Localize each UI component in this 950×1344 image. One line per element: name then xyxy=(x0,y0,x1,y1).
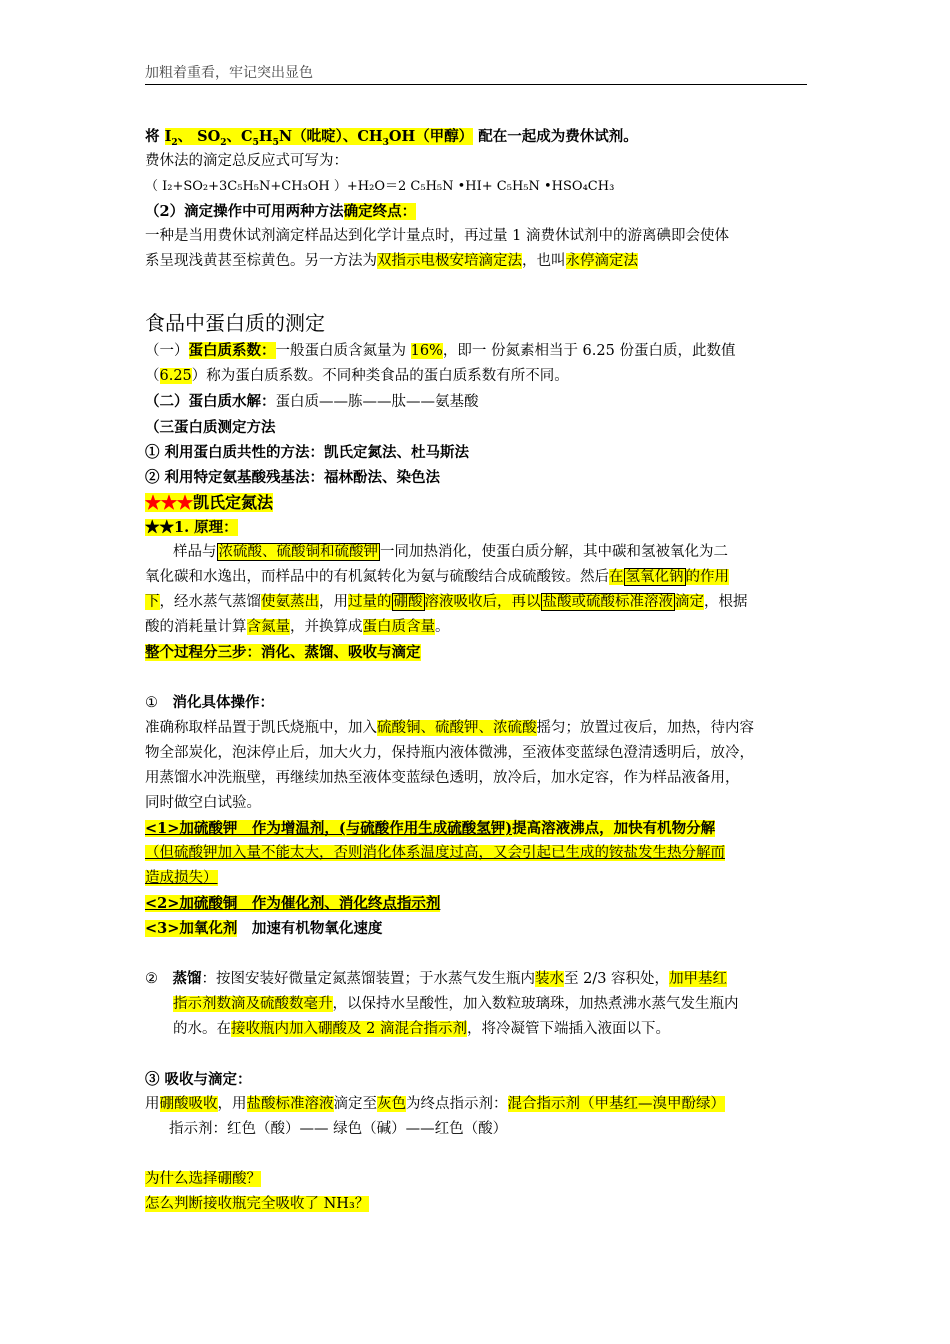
highlight: 整个过程分三步：消化、蒸馏、吸收与滴定 xyxy=(145,644,421,661)
highlight: 灰色 xyxy=(377,1096,406,1112)
text-span: 配在一起成为费休试剂。 xyxy=(473,128,638,145)
text-span: 为终点指示剂： xyxy=(406,1096,508,1112)
highlight: 造成损失） xyxy=(145,870,218,886)
highlight: 蛋白质含量 xyxy=(362,619,435,635)
text-span: （2）滴定操作中可用两种方法 xyxy=(145,203,344,220)
paragraph-line xyxy=(145,199,807,224)
highlight: （但硫酸钾加入量不能太大，否则消化体系温度过高，又会引起已生成的铵盐发生热分解而 xyxy=(145,845,725,861)
highlight: 16% xyxy=(410,343,443,359)
text-span: 酸的消耗量计算 xyxy=(145,619,247,635)
highlight: 怎么判断接收瓶完全吸收了 NH₃？ xyxy=(145,1196,370,1212)
highlight: <3>加氧化剂 xyxy=(145,920,238,937)
text-span: 。 xyxy=(435,619,450,635)
text-span: ，将冷凝管下端插入液面以下。 xyxy=(466,1021,670,1037)
text-span: （一） xyxy=(145,343,189,359)
text-span: ，也叫 xyxy=(522,253,566,269)
highlight: 蛋白质系数： xyxy=(188,342,276,359)
step-line xyxy=(145,966,807,992)
paragraph-line: （三蛋白质测定方法 xyxy=(145,419,276,436)
highlight: 过量的 xyxy=(348,594,392,610)
text-span: 氧化碳和水逸出，而样品中的有机氮转化为氨与硫酸结合成硫酸铵。然后 xyxy=(145,569,609,585)
paragraph-line: 物全部炭化，泡沫停止后，加大火力，保持瓶内液体微沸，至液体变蓝绿色澄清透明后，放冷， xyxy=(145,745,754,761)
paragraph-line xyxy=(145,540,807,565)
page-header: 加粗着重看，牢记突出显色 xyxy=(145,62,807,85)
paragraph-line: 指示剂：红色（酸）—— 绿色（碱）——红色（酸） xyxy=(169,1121,508,1137)
text-span: ，并换算成 xyxy=(290,619,363,635)
paragraph-line xyxy=(145,389,807,415)
question-line xyxy=(145,1167,807,1192)
subscript: 5 xyxy=(252,137,259,148)
highlight: 加甲基红 xyxy=(669,971,728,987)
subscript: 5 xyxy=(272,137,279,148)
subscript: 2 xyxy=(220,137,227,148)
spacer xyxy=(145,1042,807,1067)
text-span: ② xyxy=(145,971,158,987)
subscript: 3 xyxy=(382,137,389,148)
highlight: 指示剂数滴及硫酸数毫升 xyxy=(173,996,333,1012)
text-span: 、 SO xyxy=(177,128,221,145)
highlight: 装水 xyxy=(535,971,564,987)
text-span: OH（甲醇） xyxy=(388,128,474,145)
text-span: 样品与 xyxy=(173,544,217,560)
spacer xyxy=(145,1142,807,1167)
star-icon: ★★ xyxy=(145,519,174,536)
paragraph-line: 费休法的滴定总反应式可写为： xyxy=(145,153,348,169)
highlight: <1>加硫酸钾 作为增温剂，(与硫酸作用生成硫酸氢钾) xyxy=(145,820,513,837)
paragraph-line: 用蒸馏水冲洗瓶壁，再继续加热至液体变蓝绿色透明，放冷后，加水定容，作为样品液备用， xyxy=(145,770,740,786)
text-span: ，即一 份氮素相当于 6.25 份蛋白质，此数值 xyxy=(442,343,736,359)
highlight: 确定终点： xyxy=(343,203,417,220)
text-span: ，经水蒸气蒸馏 xyxy=(159,594,261,610)
text-span: 蛋白质——胨——肽——氨基酸 xyxy=(275,394,479,410)
paragraph-line xyxy=(145,338,807,364)
reagent-highlight xyxy=(164,128,474,148)
text-span: 用 xyxy=(145,1096,160,1112)
text-span: （ xyxy=(145,368,160,384)
note-line xyxy=(145,866,807,891)
text-span: 、C xyxy=(226,128,253,145)
paragraph-line xyxy=(145,249,807,274)
step-line xyxy=(145,1017,807,1042)
text-span: 凯氏定氮法 xyxy=(193,493,274,512)
text-span: ，以保持水呈酸性，加入数粒玻璃珠，加热煮沸水蒸气发生瓶内 xyxy=(332,996,739,1012)
spacer xyxy=(145,665,807,690)
text-span: N（吡啶）、CH xyxy=(278,128,383,145)
highlight: 氢氧化钠 xyxy=(625,569,684,585)
highlight: 硼酸吸收 xyxy=(159,1096,218,1112)
highlight: 的作用 xyxy=(685,569,729,585)
text-span: （二）蛋白质水解： xyxy=(145,393,276,410)
text-span: 至 2/3 容积处， xyxy=(564,971,670,987)
document-body xyxy=(145,124,807,1217)
highlight: 盐酸标准溶液 xyxy=(246,1096,334,1112)
text-span: 蒸馏 xyxy=(172,970,202,987)
text-span: 的水。在 xyxy=(173,1021,231,1037)
note-line xyxy=(145,916,807,941)
paragraph-line: 同时做空白试验。 xyxy=(145,795,261,811)
text-span: 一同加热消化，使蛋白质分解，其中碳和氢被氧化为二 xyxy=(380,544,728,560)
question-line xyxy=(145,1192,807,1217)
highlight xyxy=(145,493,273,512)
highlight: 提高溶液沸点，加快有机物分解 xyxy=(512,820,716,837)
highlight: 永停滴定法 xyxy=(565,253,638,269)
paragraph-line xyxy=(145,615,807,640)
text-span: 滴定至 xyxy=(333,1096,377,1112)
step-title xyxy=(145,690,807,716)
paragraph-line xyxy=(145,640,807,665)
highlight: 硫酸铜、硫酸钾、浓硫酸 xyxy=(377,720,537,736)
text-span: 1. 原理： xyxy=(174,519,238,536)
text-span: 摇匀；放置过夜后，加热，待内容 xyxy=(536,720,754,736)
section-title: 食品中蛋白质的测定 xyxy=(145,311,325,335)
paragraph-line: ① 利用蛋白质共性的方法：凯氏定氮法、杜马斯法 xyxy=(145,444,470,461)
highlight: 盐酸或硫酸标准溶液 xyxy=(542,594,673,610)
star-icon: ★★★ xyxy=(145,493,194,512)
paragraph-line xyxy=(145,1092,807,1117)
paragraph-line xyxy=(145,590,807,615)
text-span: 准确称取样品置于凯氏烧瓶中，加入 xyxy=(145,720,377,736)
highlight: 接收瓶内加入硼酸及 2 滴混合指示剂 xyxy=(231,1021,467,1037)
note-line xyxy=(145,891,807,916)
text-span: 将 xyxy=(145,128,165,145)
paragraph-line xyxy=(145,364,807,389)
highlight: <2>加硫酸铜 作为催化剂、消化终点指示剂 xyxy=(145,895,441,912)
note-line xyxy=(145,816,807,841)
text-span: ）称为蛋白质系数。不同种类食品的蛋白质系数有所不同。 xyxy=(191,368,569,384)
spacer xyxy=(145,274,807,308)
text-span: 系呈现浅黄甚至棕黄色。另一方法为 xyxy=(145,253,377,269)
text-span: ，根据 xyxy=(704,594,748,610)
paragraph-line: 一种是当用费休试剂滴定样品达到化学计量点时，再过量 1 滴费休试剂中的游离碘即会使体 xyxy=(145,228,729,244)
step-line xyxy=(145,992,807,1017)
text-span: H xyxy=(258,128,273,145)
text-span: ，用 xyxy=(217,1096,247,1112)
highlight: 浓硫酸、硫酸铜和硫酸钾 xyxy=(218,544,378,560)
text-span: 加速有机物氧化速度 xyxy=(237,920,383,937)
reaction-equation: （ I₂+SO₂+3C₅H₅N+CH₃OH ）+H₂O＝2 C₅H₅N •HI+ C₅H₅N •HSO₄CH₃ xyxy=(145,179,615,194)
step-title: ③ 吸收与滴定： xyxy=(145,1071,252,1088)
highlight: 硼酸 xyxy=(393,594,423,610)
paragraph-line xyxy=(145,565,807,590)
text-span: ：按图安装好微量定氮蒸馏装置；于水蒸气发生瓶内 xyxy=(201,971,535,987)
spacer xyxy=(145,941,807,966)
subscript: 2 xyxy=(171,137,178,148)
highlight: 滴定 xyxy=(675,594,704,610)
highlight: 6.25 xyxy=(159,368,192,384)
highlight: 下 xyxy=(145,594,160,610)
text-span: 一般蛋白质含氮量为 xyxy=(275,343,411,359)
highlight: 为什么选择硼酸？ xyxy=(145,1171,261,1187)
highlight: 在 xyxy=(609,569,624,585)
paragraph-line: ② 利用特定氨基酸残基法：福林酚法、染色法 xyxy=(145,469,441,486)
subsection-title xyxy=(145,490,807,515)
note-line xyxy=(145,841,807,866)
highlight: 混合指示剂（甲基红—溴甲酚绿） xyxy=(507,1096,725,1112)
text-span: ① xyxy=(145,695,158,711)
highlight: 溶液吸收后，再以 xyxy=(424,594,541,610)
subsection-subtitle xyxy=(145,515,807,540)
highlight: 使氨蒸出 xyxy=(261,594,319,610)
paragraph-line xyxy=(145,716,807,741)
text-span: I xyxy=(164,128,172,145)
highlight: 双指示电极安培滴定法 xyxy=(377,253,522,269)
highlight xyxy=(145,519,238,536)
highlight: 含氮量 xyxy=(246,619,290,635)
text-span: ，用 xyxy=(319,594,348,610)
text-span: 消化具体操作： xyxy=(172,694,274,711)
reagent-line xyxy=(145,124,807,149)
